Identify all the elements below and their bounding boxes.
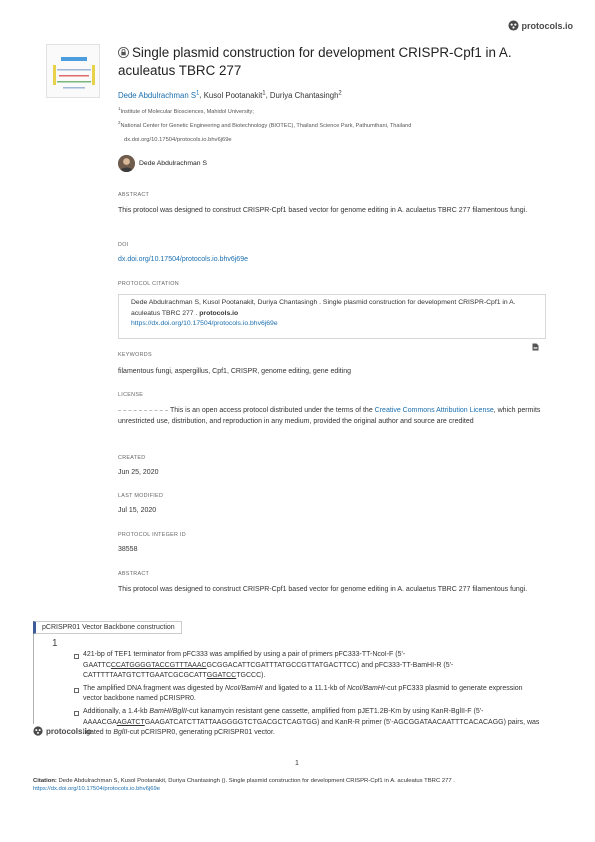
footer-citation: Citation: Dede Abdulrachman S, Kusol Pootanakit, Duriya Chantasingh (). Single plasmid construction for development CRISPR-Cpf1 in A. aculeatus TBRC 277 . https://dx.doi.org/10.17504/protocols.io.bhv6j69e bbox=[33, 778, 455, 792]
page-number: 1 bbox=[295, 760, 299, 767]
list-item: The amplified DNA fragment was digested by NcoI/BamHI and ligated to a 11.1-kb of NcoI/BamHI-cut pFC333 plasmid to generate expression vector backbone named pCRISPR0. bbox=[70, 684, 540, 705]
lock-icon bbox=[118, 47, 129, 58]
created-value: Jun 25, 2020 bbox=[118, 469, 159, 476]
protocols-logo-icon bbox=[508, 20, 519, 31]
license-text: This is an open access protocol distributed under the terms of the Creative Commons Attribution License, which permits unrestricted use, distribution, and reproduction in any medium, provided the original author and source are credited bbox=[118, 407, 541, 425]
protocol-thumbnail bbox=[46, 44, 100, 98]
abstract2-text: This protocol was designed to construct CRISPR-Cpf1 based vector for genome editing in A. aculaetus TBRC 277 filamentous fungi. bbox=[118, 586, 528, 593]
creator[interactable] bbox=[118, 155, 207, 172]
citation-label: PROTOCOL CITATION bbox=[118, 281, 179, 287]
list-item: Additionally, a 1.4-kb BamHI/BglII-cut kanamycin resistant gene cassette, amplified from pJET1.2B-Km by using KanR-BglII-F (5'-AAAACGAAGATCTGAAGATCATCTTATTAAGGGGTCTGACGCTCAGTGG) and KanR-R primer (5'-AGCGGATAACAATTTCACACAGG) pairs, was ligated to BglII-cut pCRISPR0, generating pCRISPR01 vector. bbox=[70, 707, 540, 739]
keywords-text: filamentous fungi, aspergillus, Cpf1, CRISPR, genome editing, gene editing bbox=[118, 368, 352, 375]
footer-brand-name: protocols.io bbox=[46, 726, 92, 736]
citation-box bbox=[118, 294, 546, 339]
list-item: 421-bp of TEF1 terminator from pFC333 was amplified by using a pair of primers pFC333-TT-NcoI-F (5'-GAATTCCCATGGGGTACCGTTTAAACGCGGACATTCGATTTATGCCGTTATGACTTCC) and pFC333-TT-BamHI-R (5'-CATTTTTAATGTCTTGAATCGCGCATTGGATCCTGCCC). bbox=[70, 650, 540, 682]
author-name: Duriya Chantasingh$^2$ bbox=[269, 90, 342, 100]
license-link[interactable]: Creative Commons Attribution License bbox=[374, 407, 494, 414]
protocol-id-value: 38558 bbox=[118, 546, 138, 553]
page-title: Single plasmid construction for development CRISPR-Cpf1 in A. aculeatus TBRC 277 bbox=[118, 45, 512, 78]
created-label: CREATED bbox=[118, 455, 146, 461]
abstract-text: This protocol was designed to construct CRISPR-Cpf1 based vector for genome editing in A. aculaetus TBRC 277 filamentous fungi. bbox=[118, 207, 528, 214]
citation-text: Dede Abdulrachman S, Kusol Pootanakit, Duriya Chantasingh . Single plasmid construction for development CRISPR-Cpf1 in A. aculeatus TBRC 277 . bbox=[131, 299, 516, 317]
affiliation-2: $^2$National Center for Genetic Engineering and Biotechnology (BIOTEC), Thailand Science Park, Pathumthani, Thailand bbox=[118, 120, 412, 129]
step-content bbox=[70, 650, 540, 741]
keywords-label: KEYWORDS bbox=[118, 352, 152, 358]
section-header bbox=[33, 621, 563, 635]
protocol-id-label: PROTOCOL INTEGER ID bbox=[118, 532, 186, 538]
author-link[interactable]: Dede Abdulrachman S$^1$ bbox=[118, 90, 200, 100]
footer-brand-logo[interactable] bbox=[33, 726, 92, 736]
step-divider bbox=[33, 634, 34, 724]
brand-logo[interactable] bbox=[508, 20, 574, 31]
protocols-logo-icon bbox=[33, 726, 43, 736]
section-title: pCRISPR01 Vector Backbone construction bbox=[33, 621, 182, 634]
doi-link[interactable]: dx.doi.org/10.17504/protocols.io.bhv6j69e bbox=[118, 256, 248, 263]
footer-citation-link[interactable]: https://dx.doi.org/10.17504/protocols.io.bhv6j69e bbox=[33, 786, 161, 792]
affiliation-1: $^1$Institute of Molecular Biosciences, Mahidol University; bbox=[118, 106, 254, 115]
citation-brand: protocols.io bbox=[199, 309, 239, 317]
step-number: 1 bbox=[52, 638, 58, 649]
author-list: Dede Abdulrachman S$^1$, Kusol Pootanakit$^1$, Duriya Chantasingh$^2$ bbox=[118, 90, 342, 100]
abstract-label: ABSTRACT bbox=[118, 192, 150, 198]
avatar bbox=[118, 155, 135, 172]
doi-label: DOI bbox=[118, 242, 129, 248]
citation-link[interactable]: https://dx.doi.org/10.17504/protocols.io.bhv6j69e bbox=[131, 320, 278, 328]
modified-label: LAST MODIFIED bbox=[118, 493, 164, 499]
doi-short: dx.doi.org/10.17504/protocols.io.bhv6j69e bbox=[124, 137, 232, 143]
abstract2-label: ABSTRACT bbox=[118, 571, 150, 577]
file-icon[interactable] bbox=[532, 343, 539, 351]
brand-name: protocols.io bbox=[521, 20, 573, 31]
creator-name: Dede Abdulrachman S bbox=[139, 160, 208, 167]
license-label: LICENSE bbox=[118, 392, 144, 398]
modified-value: Jul 15, 2020 bbox=[118, 507, 157, 514]
author-name: Kusol Pootanakit$^1$ bbox=[203, 90, 266, 100]
